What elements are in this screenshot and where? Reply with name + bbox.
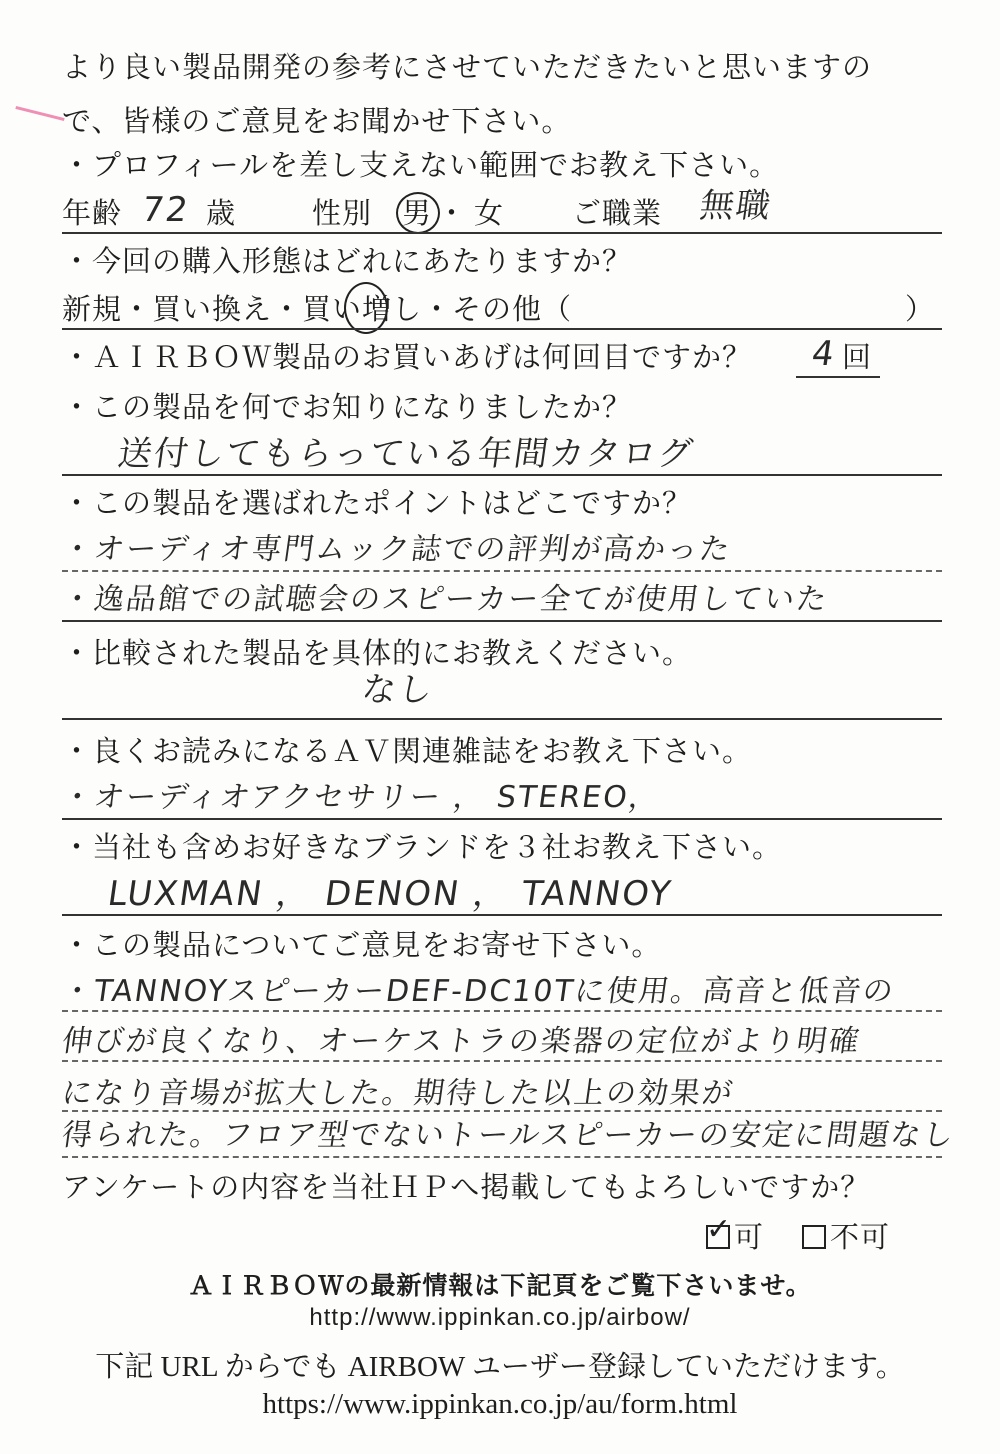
compared-underline bbox=[62, 718, 942, 720]
opinion-rule-2 bbox=[62, 1060, 942, 1062]
opinion-rule-4 bbox=[62, 1156, 942, 1158]
brands-answer[interactable]: LUXMAN ， DENON ， TANNOY bbox=[105, 874, 675, 914]
publish-question: アンケートの内容を当社ＨＰへ掲載してもよろしいですか？ bbox=[62, 1170, 871, 1204]
intro-line-2: で、皆様のご意見をお聞かせ下さい。 bbox=[62, 104, 572, 138]
gender-separator: ・ bbox=[437, 196, 468, 230]
publish-yes-checkbox[interactable] bbox=[706, 1212, 733, 1249]
purchase-type-close: ） bbox=[905, 292, 936, 326]
publish-no-checkbox[interactable] bbox=[802, 1225, 826, 1249]
intro-line-1: より良い製品開発の参考にさせていただきたいと思いますの bbox=[62, 50, 873, 84]
footer-url-1[interactable]: http://www.ippinkan.co.jp/airbow/ bbox=[309, 1304, 691, 1331]
selection-point-line-2 bbox=[62, 620, 942, 622]
opinion-question: ・この製品についてご意見をお寄せ下さい。 bbox=[62, 928, 662, 962]
footer-notice: ＡＩＲＢＯＷの最新情報は下記頁をご覧下さいませ。 bbox=[188, 1272, 812, 1300]
profile-underline bbox=[62, 232, 942, 234]
opinion-line-1[interactable]: ・TANNOYスピーカーDEF-DC10Tに使用。高音と低音の bbox=[59, 974, 898, 1009]
opinion-rule-3 bbox=[62, 1110, 942, 1112]
gender-selected-circle bbox=[396, 192, 440, 234]
checkmark-icon: ✓ bbox=[706, 1212, 733, 1247]
pink-mark bbox=[15, 106, 64, 121]
selection-point-answer-2[interactable]: ・逸品館での試聴会のスピーカー全てが使用していた bbox=[59, 582, 831, 617]
profile-question: ・プロフィールを差し支えない範囲でお教え下さい。 bbox=[62, 148, 780, 182]
opinion-line-4[interactable]: 得られた。フロア型でないトールスピーカーの安定に問題なし bbox=[59, 1118, 958, 1153]
brands-question: ・当社も含めお好きなブランドを３社お教え下さい。 bbox=[62, 830, 783, 864]
selection-point-answer-1[interactable]: ・オーディオ専門ムック誌での評判が高かった bbox=[59, 532, 734, 567]
job-value[interactable]: 無職 bbox=[697, 186, 775, 226]
purchase-count-question: ・ＡＩＲＢＯＷ製品のお買いあげは何回目ですか？ bbox=[62, 340, 753, 374]
footer-register-text: 下記 URL からでも AIRBOW ユーザー登録していただけます。 bbox=[95, 1351, 905, 1383]
age-suffix: 歳 bbox=[206, 196, 237, 230]
purchase-type-underline bbox=[62, 328, 942, 330]
purchase-type-options[interactable]: 新規・買い換え・買い増し・その他（ bbox=[62, 292, 573, 326]
selection-point-question: ・この製品を選ばれたポイントはどこですか？ bbox=[62, 486, 693, 520]
publish-no-label: 不可 bbox=[830, 1220, 891, 1254]
magazines-underline bbox=[62, 818, 942, 820]
publish-no-option[interactable] bbox=[802, 1220, 890, 1254]
age-label: 年齢 bbox=[62, 196, 123, 230]
magazines-question: ・良くお読みになるＡＶ関連雑誌をお教え下さい。 bbox=[62, 734, 753, 768]
how-known-question: ・この製品を何でお知りになりましたか？ bbox=[62, 390, 633, 424]
gender-female[interactable]: 女 bbox=[474, 196, 505, 230]
gender-male[interactable]: 男 bbox=[402, 196, 433, 230]
compared-question: ・比較された製品を具体的にお教えください。 bbox=[62, 636, 693, 670]
opinion-line-3[interactable]: になり音場が拡大した。期待した以上の効果が bbox=[59, 1076, 737, 1111]
brands-underline bbox=[62, 914, 942, 916]
purchase-type-question: ・今回の購入形態はどれにあたりますか？ bbox=[62, 244, 633, 278]
how-known-underline bbox=[62, 474, 942, 476]
compared-answer[interactable]: なし bbox=[359, 670, 437, 710]
purchase-count-value[interactable]: 4 bbox=[809, 334, 839, 374]
opinion-rule-1 bbox=[62, 1010, 942, 1012]
age-value[interactable]: 72 bbox=[139, 190, 193, 230]
publish-yes-label: 可 bbox=[734, 1220, 765, 1254]
purchase-count-suffix: 回 bbox=[842, 340, 873, 374]
publish-yes-option[interactable] bbox=[706, 1212, 765, 1254]
opinion-line-2[interactable]: 伸びが良くなり、オーケストラの楽器の定位がより明確 bbox=[59, 1024, 864, 1059]
job-label: ご職業 bbox=[572, 196, 663, 230]
footer-url-2[interactable]: https://www.ippinkan.co.jp/au/form.html bbox=[262, 1388, 738, 1420]
how-known-answer[interactable]: 送付してもらっている年間カタログ bbox=[115, 434, 697, 474]
gender-label: 性別 bbox=[312, 196, 373, 230]
magazines-answer[interactable]: ・オーディオアクセサリー ， STEREO， bbox=[59, 780, 664, 815]
selection-point-line-1 bbox=[62, 570, 942, 572]
purchase-selected-circle bbox=[344, 282, 388, 334]
purchase-count-underline bbox=[796, 376, 880, 378]
